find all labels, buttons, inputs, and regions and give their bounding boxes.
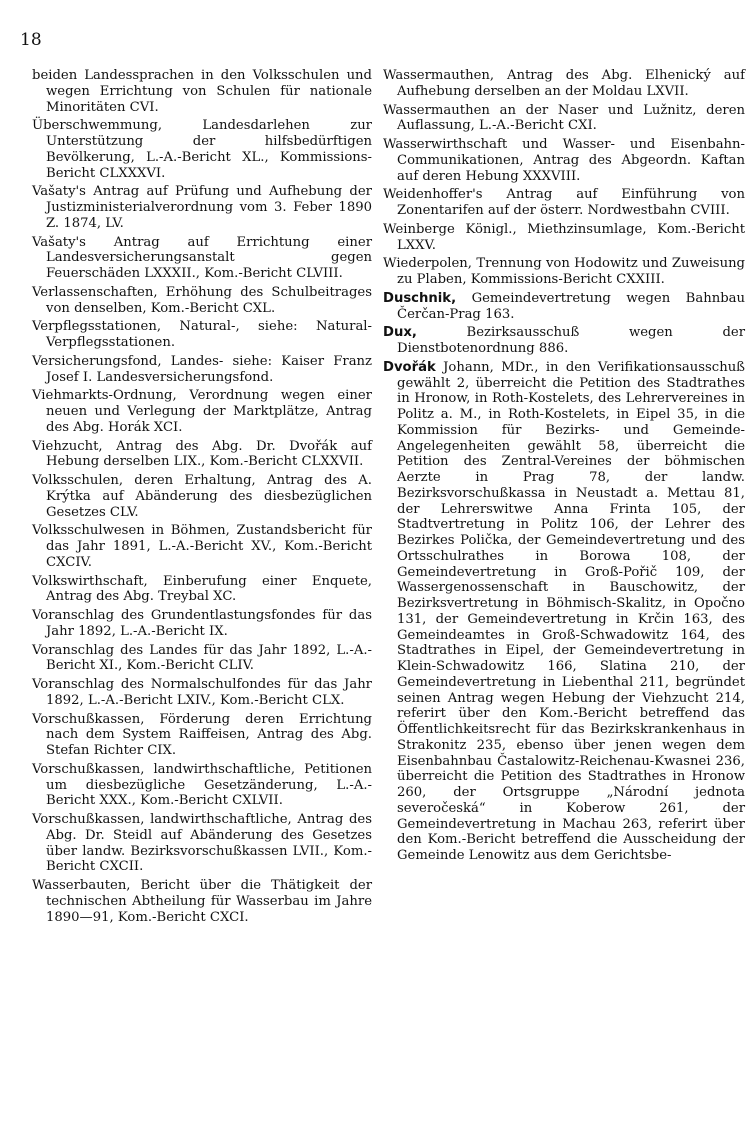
index-entry: Wasserwirthschaft und Wasser- und Eisenbahn-Communikationen, Antrag des Abgeordn. Kaftan auf deren Hebung XXXVIII. xyxy=(383,137,745,184)
index-entry: Weidenhoffer's Antrag auf Einführung von Zonentarifen auf der österr. Nordwestbahn CVIII. xyxy=(383,187,745,218)
index-entry: Überschwemmung, Landesdarlehen zur Unterstützung der hilfsbedürftigen Bevölkerung, L.-A.-Bericht XL., Kommissions-Bericht CLXXXVI. xyxy=(32,118,372,181)
index-entry: Voranschlag des Grundentlastungsfondes für das Jahr 1892, L.-A.-Bericht IX. xyxy=(32,608,372,639)
entry-headword: Dux, xyxy=(383,325,417,341)
index-entry: Wassermauthen, Antrag des Abg. Elhenický auf Aufhebung derselben an der Moldau LXVII. xyxy=(383,68,745,99)
index-entry: Wiederpolen, Trennung von Hodowitz und Zuweisung zu Plaben, Kommissions-Bericht CXXIII. xyxy=(383,256,745,287)
index-column-right xyxy=(375,68,745,867)
index-entry: beiden Landessprachen in den Volksschulen und wegen Errichtung von Schulen für nationale Minoritäten CVI. xyxy=(32,68,372,115)
index-entry: Viehmarkts-Ordnung, Verordnung wegen einer neuen und Verlegung der Marktplätze, Antrag des Abg. Horák XCI. xyxy=(32,388,372,435)
page-number: 18 xyxy=(20,30,42,50)
index-entry: Wasserbauten, Bericht über die Thätigkeit der technischen Abtheilung für Wasserbau im Jahre 1890—91, Kom.-Bericht CXCI. xyxy=(32,878,372,925)
index-entry: Dvořák Johann, MDr., in den Verifikationsausschuß gewählt 2, überreicht die Petition des Stadtrathes in Hronow, in Roth-Kostelets, des Lehrervereines in Politz a. M., in Roth-Kostelets, in Eipel 35, in die Kommission für Bezirks- und Gemeinde-Angelegenheiten gewählt 58, überreicht die Petition des Zentral-Vereines der böhmischen Aerzte in Prag 78, der landw. Bezirksvorschußkassa in Neustadt a. Mettau 81, der Lehrerswitwe Anna Frinta 105, der Stadtvertretung in Politz 106, der Lehrer des Bezirkes Polička, der Gemeindevertretung und des Ortsschulrathes in Borowa 108, der Gemeindevertretung in Groß-Pořič 109, der Wassergenossenschaft in Bauschowitz, der Bezirksvertretung in Böhmisch-Skalitz, in Opočno 131, der Gemeindevertretung in Krčin 163, des Gemeindeamtes in Groß-Schwadowitz 164, des Stadtrathes in Eipel, der Gemeindevertretung in Klein-Schwadowitz 166, Slatina 210, der Gemeindevertretung in Liebenthal 211, begründet seinen Antrag wegen Hebung der Viehzucht 214, referirt über den Kom.-Bericht betreffend das Öffentlichkeitsrecht für das Bezirkskrankenhaus in Strakonitz 235, ebenso über jenen wegen dem Eisenbahnbau Častalowitz-Reichenau-Kwasnei 236, überreicht die Petition des Stadtrathes in Hronow 260, der Ortsgruppe „Národní jednota severočeská“ in Koberow 261, der Gemeindevertretung in Machau 263, referirt über den Kom.-Bericht betreffend die Ausscheidung der Gemeinde Lenowitz aus dem Gerichtsbe- xyxy=(383,359,745,863)
index-entry: Volksschulen, deren Erhaltung, Antrag des A. Krýtka auf Abänderung des diesbezüglichen Gesetzes CLV. xyxy=(32,473,372,520)
entry-headword: Dvořák xyxy=(383,359,436,375)
index-entry: Dux, Bezirksausschuß wegen der Dienstbotenordnung 886. xyxy=(383,325,745,356)
index-entry: Voranschlag des Normalschulfondes für das Jahr 1892, L.-A.-Bericht LXIV., Kom.-Bericht CLX. xyxy=(32,677,372,708)
index-entry: Volkswirthschaft, Einberufung einer Enquete, Antrag des Abg. Treybal XC. xyxy=(32,573,372,605)
index-entry: Vorschußkassen, landwirthschaftliche, Petitionen um diesbezügliche Gesetzänderung, L.-A.-Bericht XXX., Kom.-Bericht CXLVII. xyxy=(32,761,372,809)
index-entry: Verpflegsstationen, Natural-, siehe: Natural-Verpflegsstationen. xyxy=(32,319,372,350)
index-column-left xyxy=(0,68,372,928)
index-entry: Verlassenschaften, Erhöhung des Schulbeitrages von denselben, Kom.-Bericht CXL. xyxy=(32,284,372,316)
index-entry: Vašaty's Antrag auf Errichtung einer Landesversicherungsanstalt gegen Feuerschäden LXXXII., Kom.-Bericht CLVIII. xyxy=(32,234,372,281)
index-entry: Vorschußkassen, Förderung deren Errichtung nach dem System Raiffeisen, Antrag des Abg. Stefan Richter CIX. xyxy=(32,711,372,758)
index-entry: Vorschußkassen, landwirthschaftliche, Antrag des Abg. Dr. Steidl auf Abänderung des Gesetzes über landw. Bezirksvorschußkassen LVII., Kom.-Bericht CXCII. xyxy=(32,812,372,875)
index-entry: Vašaty's Antrag auf Prüfung und Aufhebung der Justizministerialverordnung vom 3. Feber 1890 Z. 1874, LV. xyxy=(32,184,372,231)
index-entry: Weinberge Königl., Miethzinsumlage, Kom.-Bericht LXXV. xyxy=(383,221,745,253)
index-entry: Duschnik, Gemeindevertretung wegen Bahnbau Čerčan-Prag 163. xyxy=(383,290,745,322)
index-entry: Viehzucht, Antrag des Abg. Dr. Dvořák auf Hebung derselben LIX., Kom.-Bericht CLXXVII. xyxy=(32,438,372,470)
index-entry: Versicherungsfond, Landes- siehe: Kaiser Franz Josef I. Landesversicherungsfond. xyxy=(32,353,372,385)
entry-headword: Duschnik, xyxy=(383,290,457,306)
index-entry: Volksschulwesen in Böhmen, Zustandsbericht für das Jahr 1891, L.-A.-Bericht XV., Kom.-Bericht CXCIV. xyxy=(32,523,372,570)
index-entry: Wassermauthen an der Naser und Lužnitz, deren Auflassung, L.-A.-Bericht CXI. xyxy=(383,102,745,134)
index-entry: Voranschlag des Landes für das Jahr 1892, L.-A.-Bericht XI., Kom.-Bericht CLIV. xyxy=(32,642,372,674)
